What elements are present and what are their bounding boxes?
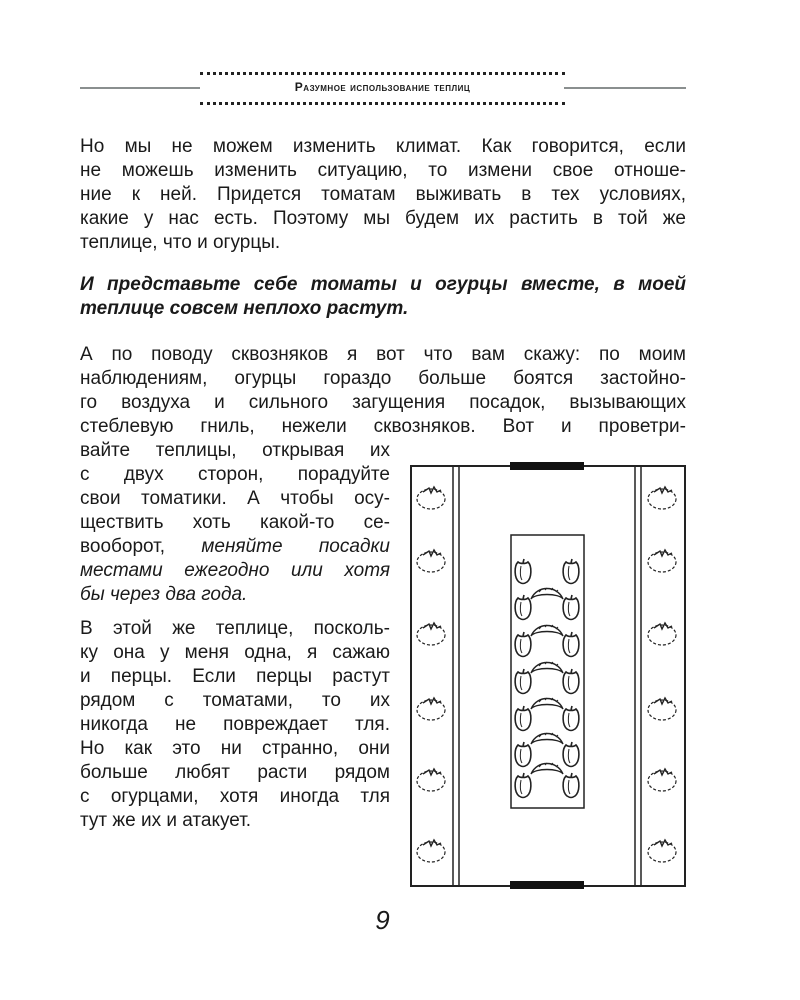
tomato-icon	[648, 550, 676, 572]
greenhouse-planting-diagram	[410, 460, 690, 890]
pepper-icon	[563, 773, 579, 798]
text-line: местами ежегодно или хотя	[80, 560, 390, 581]
pepper-icon	[563, 595, 579, 620]
pepper-icon	[515, 632, 531, 657]
text-line: с двух сторон, порадуйте	[80, 464, 390, 485]
tomato-icon	[417, 840, 445, 862]
tomato-icon	[417, 550, 445, 572]
cucumber-icon	[531, 662, 563, 673]
pepper-icon	[563, 669, 579, 694]
header-rule-left	[80, 87, 200, 89]
pepper-icon	[563, 632, 579, 657]
paragraph-peppers	[80, 617, 390, 833]
paragraph-emphasis	[80, 273, 686, 321]
text-line: вайте теплицы, открывая их	[80, 440, 390, 461]
text-line: никогда не повреждает тля.	[80, 714, 390, 735]
running-header	[0, 66, 800, 110]
text-line: не можешь изменить ситуацию, то измени свое отноше-	[80, 160, 686, 181]
page-number: 9	[375, 905, 390, 935]
greenhouse-door-top	[510, 462, 584, 470]
text-line: И представьте себе томаты и огурцы вместе, в моей	[80, 274, 686, 295]
tomato-icon	[648, 623, 676, 645]
text-plain: вооборот,	[80, 536, 202, 557]
paragraph-drafts	[80, 343, 686, 439]
text-line: Но как это ни странно, они	[80, 738, 390, 759]
tomato-icon	[648, 769, 676, 791]
text-line: теплице, что и огурцы.	[80, 232, 281, 253]
text-line: Но мы не можем изменить климат. Как говорится, если	[80, 136, 686, 157]
text-line: В этой же теплице, посколь-	[80, 618, 390, 639]
text-line: тут же их и атакует.	[80, 810, 252, 831]
greenhouse-outline	[411, 466, 685, 886]
paragraph-drafts-continued	[80, 439, 390, 607]
text-line: наблюдениям, огурцы гораздо больше боятся застойно-	[80, 368, 686, 389]
header-dotted-line-bottom	[200, 102, 565, 105]
cucumber-icon	[531, 588, 563, 599]
text-line: какие у нас есть. Поэтому мы будем их растить в той же	[80, 208, 686, 229]
paragraph-climate	[80, 135, 686, 255]
greenhouse-door-bottom	[510, 881, 584, 889]
header-dotted-line-top	[200, 72, 565, 75]
cucumber-icon	[531, 698, 563, 709]
text-line: с огурцами, хотя иногда тля	[80, 786, 390, 807]
header-title: Разумное использование теплиц	[294, 80, 471, 94]
pepper-icon	[515, 669, 531, 694]
tomato-icon	[417, 698, 445, 720]
tomato-icon	[648, 487, 676, 509]
text-line: стеблевую гниль, нежели сквозняков. Вот и проветри-	[80, 416, 686, 437]
tomato-icon	[417, 623, 445, 645]
text-line: го воздуха и сильного загущения посадок, вызывающих	[80, 392, 686, 413]
tomato-icon	[417, 487, 445, 509]
text-line: теплице совсем неплохо растут.	[80, 298, 409, 319]
text-line: бы через два года.	[80, 584, 248, 605]
text-line: ку она у меня одна, я сажаю	[80, 642, 390, 663]
pepper-icon	[515, 742, 531, 767]
text-line: и перцы. Если перцы растут	[80, 666, 390, 687]
cucumber-icon	[531, 625, 563, 636]
pepper-icon	[563, 706, 579, 731]
text-line: ние к ней. Придется томатам выживать в тех условиях,	[80, 184, 686, 205]
text-italic: меняйте посадки	[201, 536, 390, 557]
text-line	[80, 535, 390, 559]
text-line: больше любят расти рядом	[80, 762, 390, 783]
pepper-icon	[515, 559, 531, 584]
pepper-icon	[515, 706, 531, 731]
cucumber-icon	[531, 763, 563, 774]
header-rule-right	[564, 87, 686, 89]
cucumber-icon	[531, 733, 563, 744]
pepper-icon	[515, 773, 531, 798]
pepper-icon	[563, 559, 579, 584]
text-line: свои томатики. А чтобы осу-	[80, 488, 390, 509]
text-line: рядом с томатами, то их	[80, 690, 390, 711]
text-line: ществить хоть какой-то се-	[80, 512, 390, 533]
tomato-icon	[417, 769, 445, 791]
text-line: А по поводу сквозняков я вот что вам скажу: по моим	[80, 344, 686, 365]
pepper-icon	[515, 595, 531, 620]
pepper-icon	[563, 742, 579, 767]
tomato-icon	[648, 698, 676, 720]
tomato-icon	[648, 840, 676, 862]
